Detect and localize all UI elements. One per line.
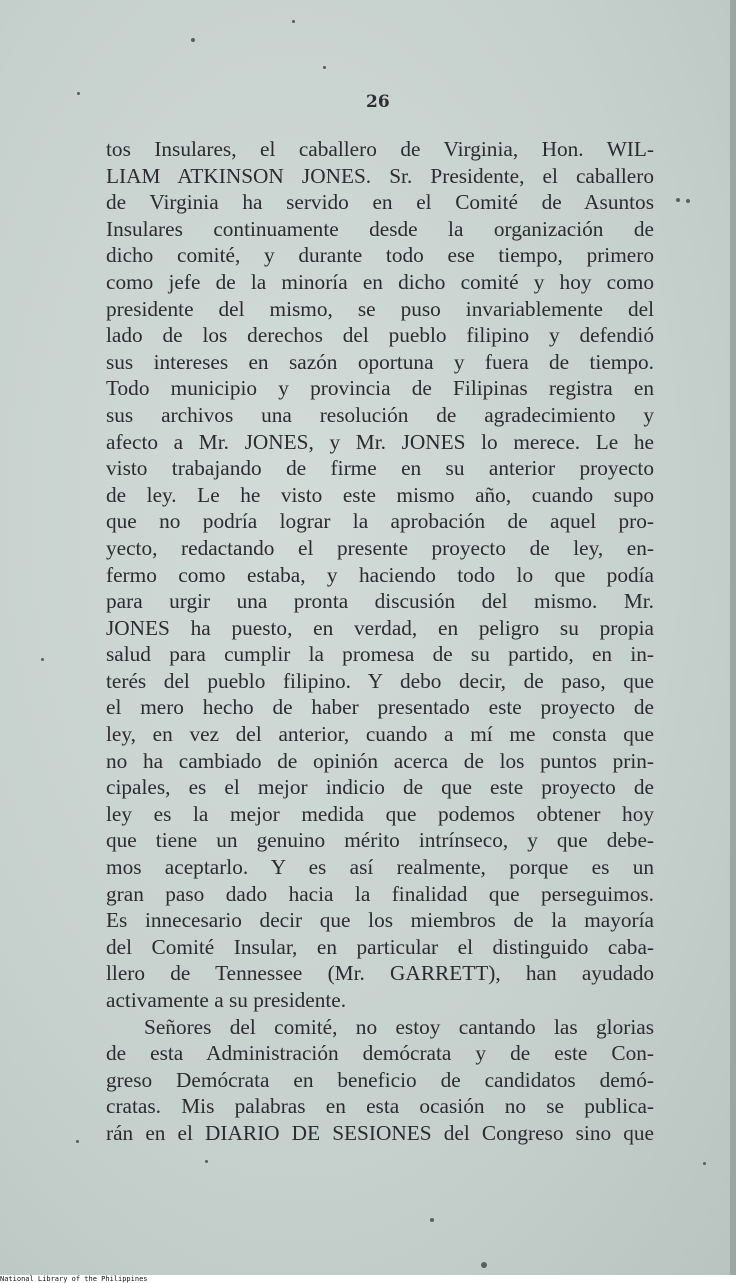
text-line: del Comité Insular, en particular el distinguido caba- [106, 934, 654, 959]
text-line: cratas. Mis palabras en esta ocasión no se publica- [106, 1094, 654, 1119]
page-edge-shadow [730, 0, 736, 1275]
body-text [106, 136, 654, 1147]
text-line: rán en el DIARIO DE SESIONES del Congreso sino que [106, 1120, 654, 1145]
text-line: terés del pueblo filipino. Y debo decir, de paso, que [106, 668, 654, 693]
text-line: fermo como estaba, y haciendo todo lo que podía [106, 562, 654, 587]
scan-speck [191, 38, 195, 42]
text-line: activamente a su presidente. [106, 988, 347, 1012]
text-line: llero de Tennessee (Mr. GARRETT), han ayudado [106, 961, 654, 986]
scan-speck [41, 658, 44, 661]
scan-speck [77, 92, 80, 95]
text-line: ley es la mejor medida que podemos obtener hoy [106, 801, 654, 826]
text-line: greso Demócrata en beneficio de candidatos demó- [106, 1067, 654, 1092]
text-line: visto trabajando de firme en su anterior proyecto [106, 456, 654, 481]
text-line: para urgir una pronta discusión del mismo. Mr. [106, 589, 654, 614]
text-line: Todo municipio y provincia de Filipinas registra en [106, 376, 654, 401]
text-line: LIAM ATKINSON JONES. Sr. Presidente, el caballero [106, 163, 654, 188]
text-line: cipales, es el mejor indicio de que este proyecto de [106, 775, 654, 800]
text-line: lado de los derechos del pueblo filipino y defendió [106, 323, 654, 348]
text-line: como jefe de la minoría en dicho comité y hoy como [106, 269, 654, 294]
text-line: de ley. Le he visto este mismo año, cuando supo [106, 482, 654, 507]
text-line: gran paso dado hacia la finalidad que perseguimos. [106, 881, 654, 906]
text-line: que tiene un genuino mérito intrínseco, y que debe- [106, 828, 654, 853]
text-line: yecto, redactando el presente proyecto de ley, en- [106, 535, 654, 560]
scan-speck [686, 199, 690, 203]
text-line: afecto a Mr. JONES, y Mr. JONES lo merece. Le he [106, 429, 654, 454]
text-line: de Virginia ha servido en el Comité de Asuntos [106, 190, 654, 215]
text-line: no ha cambiado de opinión acerca de los puntos prin- [106, 748, 654, 773]
text-line: Es innecesario decir que los miembros de la mayoría [106, 908, 654, 933]
text-line: ley, en vez del anterior, cuando a mí me consta que [106, 722, 654, 747]
page-number: 26 [366, 92, 390, 112]
paragraph-start-line: Señores del comité, no estoy cantando las glorias [144, 1014, 654, 1039]
scan-speck [703, 1162, 706, 1165]
text-line: dicho comité, y durante todo ese tiempo, primero [106, 243, 654, 268]
library-credit: National Library of the Philippines [0, 1275, 148, 1283]
scan-speck [205, 1160, 208, 1163]
text-line: Insulares continuamente desde la organización de [106, 216, 654, 241]
text-line: JONES ha puesto, en verdad, en peligro su propia [106, 615, 654, 640]
scan-speck [481, 1262, 487, 1268]
text-line: presidente del mismo, se puso invariablemente del [106, 296, 654, 321]
scan-speck [323, 66, 326, 69]
scan-speck [430, 1218, 434, 1222]
text-line: sus intereses en sazón oportuna y fuera de tiempo. [106, 349, 654, 374]
text-line: el mero hecho de haber presentado este proyecto de [106, 695, 654, 720]
text-line: que no podría lograr la aprobación de aquel pro- [106, 509, 654, 534]
scan-speck [676, 198, 680, 202]
scan-speck [76, 1140, 79, 1143]
text-line: tos Insulares, el caballero de Virginia, Hon. WIL- [106, 137, 654, 161]
text-line: de esta Administración demócrata y de este Con- [106, 1041, 654, 1066]
scan-speck [292, 20, 295, 23]
text-line: salud para cumplir la promesa de su partido, en in- [106, 642, 654, 667]
text-line: sus archivos una resolución de agradecimiento y [106, 402, 654, 427]
text-line: mos aceptarlo. Y es así realmente, porque es un [106, 855, 654, 880]
